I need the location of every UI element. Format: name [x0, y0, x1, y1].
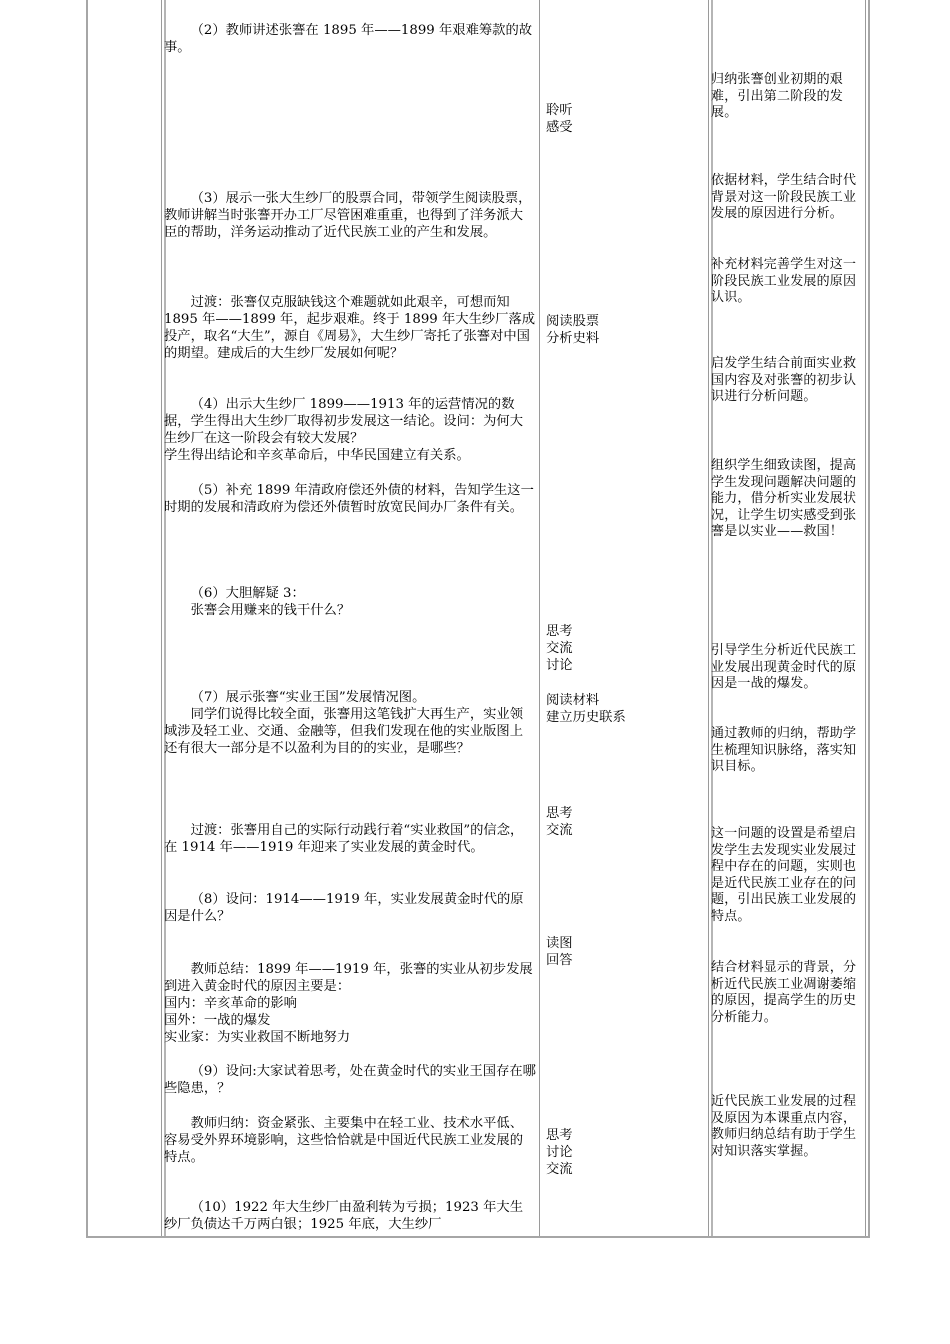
activity-think-discuss: 思考 交流 讨论 [546, 624, 573, 673]
transition-2: 过渡：张謇用自己的实际行动践行着“实业救国”的信念，在 1914 年——1919 年迎来了实业发展的黄金时代。 [164, 823, 524, 855]
intention-7: 通过教师的归纳，帮助学生梳理知识脉络，落实知识目标。 [711, 726, 857, 774]
transition-1: 过渡：张謇仅克服缺钱这个难题就如此艰辛，可想而知 1895 年——1899 年，起步艰难。终于 1899 年大生纱厂落成投产，取名“大生”，源自《周易》，大生纱厂寄托了张謇对中国的期望。建成后的大生纱厂发展如何呢？ [164, 295, 536, 361]
intention-9: 结合材料显示的背景，分析近代民族工业凋谢萎缩的原因，提高学生的历史分析能力。 [711, 960, 857, 1025]
intention-1: 归纳张謇创业初期的艰难，引出第二阶段的发展。 [711, 72, 844, 120]
intention-5: 组织学生细致读图，提高学生发现问题解决问题的能力，借分析实业发展状况，让学生切实感受到张謇是以实业——救国！ [711, 458, 857, 539]
teaching-step-7: （7）展示张謇“实业王国”发展情况图。 [190, 690, 426, 705]
teaching-step-8: （8）设问：1914——1919 年，实业发展黄金时代的原因是什么？ [164, 892, 524, 924]
column-divider-3 [708, 0, 709, 1236]
activity-think-exchange: 思考 交流 [546, 806, 573, 838]
summary-foreign: 国外：一战的爆发 [164, 1013, 271, 1028]
teaching-step-6-question: 张謇会用赚来的钱干什么？ [190, 603, 351, 618]
intention-2: 依据材料，学生结合时代背景对这一阶段民族工业发展的原因进行分析。 [711, 173, 857, 221]
teaching-step-3: （3）展示一张大生纱厂的股票合同，带领学生阅读股票，教师讲解当时张謇开办工厂尽管困难重重，也得到了洋务派大臣的帮助，洋务运动推动了近代民族工业的产生和发展。 [164, 191, 532, 240]
column-divider-2 [539, 0, 540, 1236]
teaching-step-4: （4）出示大生纱厂 1899——1913 年的运营情况的数据，学生得出大生纱厂取得初步发展这一结论。设问：为何大生纱厂在这一阶段会有较大发展？ [164, 397, 524, 446]
intention-10: 近代民族工业发展的过程及原因为本课重点内容，教师归纳总结有助于学生对知识落实掌握。 [711, 1094, 857, 1159]
activity-listen: 聆听 感受 [546, 103, 573, 135]
activity-read-stock: 阅读股票 分析史料 [546, 314, 600, 346]
intention-3: 补充材料完善学生对这一阶段民族工业发展的原因认识。 [711, 257, 857, 305]
intention-8: 这一问题的设置是希望启发学生去发现实业发展过程中存在的问题，实则也是近代民族工业存在的问题，引出民族工业发展的特点。 [711, 826, 857, 924]
summary-domestic: 国内：辛亥革命的影响 [164, 996, 297, 1011]
column-divider-4 [865, 0, 866, 1236]
teacher-summary: 教师总结：1899 年——1919 年，张謇的实业从初步发展到进入黄金时代的原因主要是： [164, 962, 533, 994]
teaching-step-9: （9）设问:大家试着思考，处在黄金时代的实业王国存在哪些隐患，？ [164, 1064, 536, 1096]
teaching-step-6: （6）大胆解疑 3： [190, 586, 305, 601]
teaching-step-2: （2）教师讲述张謇在 1895 年——1899 年艰难筹款的故事。 [164, 23, 533, 55]
activity-read-material: 阅读材料 建立历史联系 [546, 693, 626, 725]
summary-industrialist: 实业家：为实业救国不断地努力 [164, 1030, 351, 1045]
teaching-step-7-detail: 同学们说得比较全面，张謇用这笔钱扩大再生产，实业领域涉及轻工业、交通、金融等，但我们发现在他的实业版图上还有很大一部分是不以盈利为目的的实业，是哪些？ [164, 707, 524, 756]
column-divider-1 [161, 0, 162, 1236]
activity-read-map: 读图 回答 [546, 936, 573, 968]
teacher-induction: 教师归纳：资金紧张、主要集中在轻工业、技术水平低、容易受外界环境影响，这些恰恰就是中国近代民族工业发展的特点。 [164, 1116, 524, 1165]
intention-6: 引导学生分析近代民族工业发展出现黄金时代的原因是一战的爆发。 [711, 643, 857, 691]
activity-think-discuss-2: 思考 讨论 交流 [546, 1128, 573, 1177]
intention-4: 启发学生结合前面实业救国内容及对张謇的初步认识进行分析问题。 [711, 356, 857, 404]
teaching-step-4-conclusion: 学生得出结论和辛亥革命后，中华民国建立有关系。 [164, 448, 470, 463]
teaching-step-5: （5）补充 1899 年清政府偿还外债的材料，告知学生这一时期的发展和清政府为偿还外债暂时放宽民间办厂条件有关。 [164, 483, 534, 515]
teaching-step-10: （10）1922 年大生纱厂由盈利转为亏损；1923 年大生纱厂负债达千万两白银；1925 年底，大生纱厂 [164, 1200, 523, 1232]
